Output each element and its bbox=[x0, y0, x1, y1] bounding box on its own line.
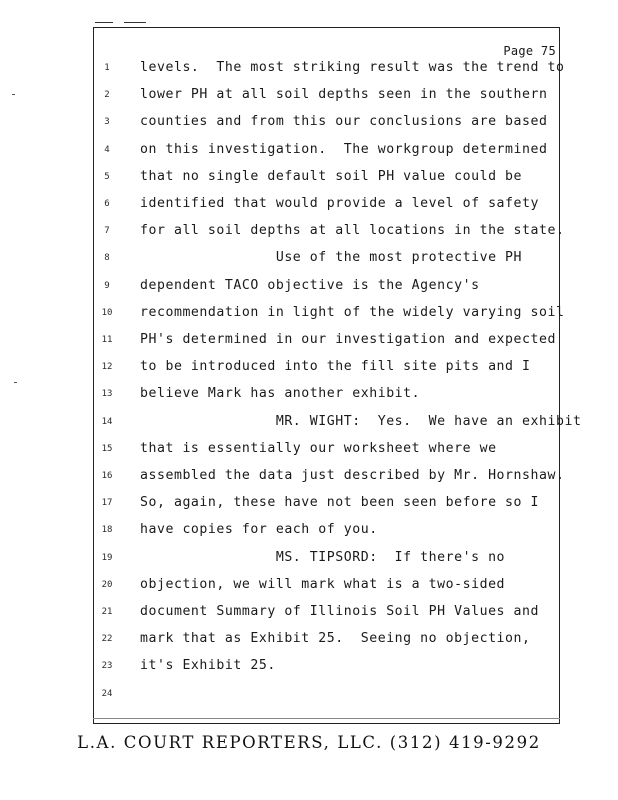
line-text: believe Mark has another exhibit. bbox=[140, 386, 421, 402]
transcript-line bbox=[0, 468, 618, 495]
line-text: lower PH at all soil depths seen in the southern bbox=[140, 87, 548, 103]
line-number: 1 bbox=[104, 63, 110, 73]
line-text: counties and from this our conclusions are based bbox=[140, 114, 548, 130]
line-text: MS. TIPSORD: If there's no bbox=[140, 549, 506, 565]
line-number: 19 bbox=[101, 552, 113, 563]
line-text: dependent TACO objective is the Agency's bbox=[140, 277, 480, 293]
line-number: 7 bbox=[104, 226, 110, 237]
transcript-line bbox=[0, 604, 618, 631]
line-text: on this investigation. The workgroup determined bbox=[140, 141, 548, 157]
line-text: have copies for each of you. bbox=[140, 522, 378, 538]
line-number: 10 bbox=[101, 307, 113, 318]
transcript-line bbox=[0, 495, 618, 522]
line-text: assembled the data just described by Mr. Hornshaw. bbox=[140, 468, 565, 483]
line-number: 8 bbox=[104, 253, 110, 264]
line-number: 6 bbox=[104, 199, 110, 209]
line-text: So, again, these have not been seen before so I bbox=[140, 495, 540, 511]
transcript-line bbox=[0, 142, 618, 169]
transcript-line bbox=[0, 386, 618, 413]
line-number: 11 bbox=[101, 335, 113, 345]
line-number: 16 bbox=[101, 471, 113, 481]
line-text: mark that as Exhibit 25. Seeing no objection, bbox=[140, 631, 531, 647]
transcript-line bbox=[0, 305, 618, 332]
line-text: objection, we will mark what is a two-sided bbox=[140, 576, 506, 592]
transcript-line bbox=[0, 87, 618, 114]
transcript-line bbox=[0, 631, 618, 658]
transcript-line bbox=[0, 196, 618, 223]
line-number: 2 bbox=[104, 90, 110, 101]
line-text: MR. WIGHT: Yes. We have an exhibit bbox=[140, 413, 582, 429]
transcript-line bbox=[0, 441, 618, 468]
line-text: it's Exhibit 25. bbox=[140, 658, 276, 674]
line-number: 23 bbox=[101, 661, 113, 672]
line-number: 9 bbox=[104, 280, 110, 291]
court-reporter-footer: L.A. COURT REPORTERS, LLC. (312) 419-9292 bbox=[77, 733, 541, 752]
line-number: 17 bbox=[101, 498, 113, 509]
transcript-line bbox=[0, 686, 618, 713]
transcript-line bbox=[0, 114, 618, 141]
line-text: Use of the most protective PH bbox=[140, 250, 523, 266]
line-text: levels. The most striking result was the trend to bbox=[140, 60, 565, 75]
transcript-line bbox=[0, 169, 618, 196]
line-number: 22 bbox=[101, 634, 113, 645]
transcript-line bbox=[0, 577, 618, 604]
transcript-line bbox=[0, 522, 618, 549]
line-number: 13 bbox=[101, 389, 113, 400]
line-text: PH's determined in our investigation and expected bbox=[140, 332, 556, 347]
line-text: for all soil depths at all locations in the state. bbox=[140, 223, 565, 239]
page-number: Page 75 bbox=[503, 44, 556, 58]
transcript-line bbox=[0, 332, 618, 359]
transcript-line bbox=[0, 60, 618, 87]
line-number: 24 bbox=[101, 688, 113, 699]
line-number: 14 bbox=[101, 416, 113, 427]
transcript-line bbox=[0, 278, 618, 305]
line-text: that no single default soil PH value could be bbox=[140, 168, 523, 184]
line-number: 15 bbox=[101, 443, 113, 454]
line-text: to be introduced into the fill site pits and I bbox=[140, 359, 531, 375]
line-number: 12 bbox=[101, 362, 113, 373]
bottom-rule bbox=[93, 718, 560, 719]
transcript-line bbox=[0, 414, 618, 441]
line-text: document Summary of Illinois Soil PH Values and bbox=[140, 604, 540, 619]
line-number: 18 bbox=[101, 525, 113, 536]
transcript-line bbox=[0, 550, 618, 577]
line-number: 3 bbox=[104, 117, 110, 128]
line-number: 20 bbox=[101, 579, 113, 590]
transcript-line bbox=[0, 223, 618, 250]
line-number: 4 bbox=[104, 144, 110, 155]
line-number: 21 bbox=[101, 607, 113, 617]
line-number: 5 bbox=[104, 171, 110, 182]
transcript-line bbox=[0, 250, 618, 277]
transcript-line bbox=[0, 658, 618, 685]
line-text: recommendation in light of the widely varying soil bbox=[140, 304, 565, 320]
line-text: that is essentially our worksheet where we bbox=[140, 440, 497, 456]
transcript-line bbox=[0, 359, 618, 386]
line-text: identified that would provide a level of safety bbox=[140, 196, 540, 211]
